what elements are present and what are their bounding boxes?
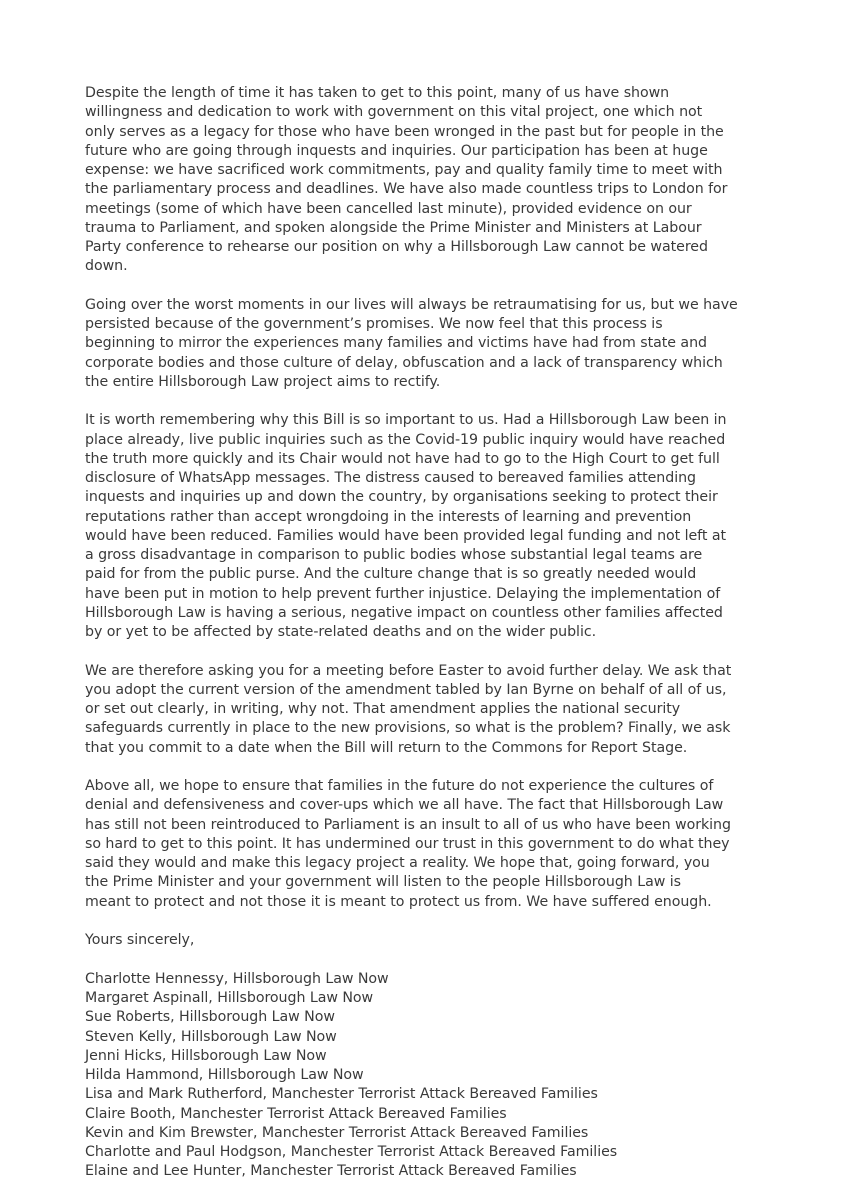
signatory: Elaine and Lee Hunter, Manchester Terrorist Attack Bereaved Families bbox=[85, 1163, 577, 1180]
text-line: Going over the worst moments in our lives will always be retraumatising for us, but we have bbox=[85, 296, 738, 313]
text-line: safeguards currently in place to the new provisions, so what is the problem? Finally, we ask bbox=[85, 720, 731, 737]
signatory: Sue Roberts, Hillsborough Law Now bbox=[85, 1009, 335, 1026]
text-line: Party conference to rehearse our position on why a Hillsborough Law cannot be watered bbox=[85, 239, 708, 255]
signatory: Steven Kelly, Hillsborough Law Now bbox=[85, 1028, 337, 1045]
text-line: Above all, we hope to ensure that families in the future do not experience the cultures of bbox=[85, 778, 714, 795]
text-line: It is worth remembering why this Bill is so important to us. Had a Hillsborough Law been in bbox=[85, 412, 727, 429]
text-line: by or yet to be affected by state-related deaths and on the wider public. bbox=[85, 624, 597, 641]
signatory-list bbox=[85, 970, 749, 1182]
paragraph-participation bbox=[85, 84, 749, 277]
text-line: denial and defensiveness and cover-ups which we all have. The fact that Hillsborough Law bbox=[85, 797, 724, 814]
text-line: that you commit to a date when the Bill will return to the Commons for Report Stage. bbox=[85, 739, 688, 756]
text-line: meant to protect and not those it is meant to protect us from. We have suffered enough. bbox=[85, 893, 712, 910]
text-line: so hard to get to this point. It has undermined our trust in this government to do what they bbox=[85, 835, 730, 852]
text-line: a gross disadvantage in comparison to public bodies whose substantial legal teams are bbox=[85, 547, 703, 564]
text-line: Despite the length of time it has taken to get to this point, many of us have shown bbox=[85, 85, 670, 101]
paragraph-retraumatising bbox=[85, 296, 749, 392]
text-line: the Prime Minister and your government will listen to the people Hillsborough Law is bbox=[85, 874, 681, 891]
sign-off bbox=[85, 931, 749, 950]
paragraph-above-all bbox=[85, 777, 749, 912]
text-line: meetings (some of which have been cancelled last minute), provided evidence on our bbox=[85, 200, 692, 217]
text-line: We are therefore asking you for a meeting before Easter to avoid further delay. We ask that bbox=[85, 662, 732, 679]
text-line: future who are going through inquests and inquiries. Our participation has been at huge bbox=[85, 142, 708, 159]
text-line: has still not been reintroduced to Parliament is an insult to all of us who have been working bbox=[85, 816, 731, 833]
text-line: the truth more quickly and its Chair would not have had to go to the High Court to get full bbox=[85, 450, 720, 467]
text-line: willingness and dedication to work with government on this vital project, one which not bbox=[85, 104, 703, 121]
text-line: the parliamentary process and deadlines. We have also made countless trips to London for bbox=[85, 181, 728, 198]
signatory: Claire Booth, Manchester Terrorist Attack Bereaved Families bbox=[85, 1105, 507, 1122]
signatory: Hilda Hammond, Hillsborough Law Now bbox=[85, 1067, 364, 1084]
text-line: reputations rather than accept wrongdoing in the interests of learning and prevention bbox=[85, 508, 692, 525]
text-line: disclosure of WhatsApp messages. The distress caused to bereaved families attending bbox=[85, 470, 696, 487]
text-line: said they would and make this legacy project a reality. We hope that, going forward, you bbox=[85, 855, 710, 872]
signatory: Charlotte Hennessy, Hillsborough Law Now bbox=[85, 970, 389, 987]
text-line: or set out clearly, in writing, why not. That amendment applies the national security bbox=[85, 701, 681, 718]
signatory: Jenni Hicks, Hillsborough Law Now bbox=[85, 1047, 327, 1064]
signatory: Kevin and Kim Brewster, Manchester Terrorist Attack Bereaved Families bbox=[85, 1124, 589, 1141]
text-line: inquests and inquiries up and down the country, by organisations seeking to protect their bbox=[85, 489, 718, 506]
paragraph-importance bbox=[85, 411, 749, 642]
text-line: beginning to mirror the experiences many families and victims have had from state and bbox=[85, 335, 707, 352]
signatory: Charlotte and Paul Hodgson, Manchester Terrorist Attack Bereaved Families bbox=[85, 1144, 618, 1161]
text-line: you adopt the current version of the amendment tabled by Ian Byrne on behalf of all of us, bbox=[85, 681, 727, 698]
paragraph-request bbox=[85, 662, 749, 758]
closing-salutation: Yours sincerely, bbox=[85, 932, 195, 949]
signatory: Margaret Aspinall, Hillsborough Law Now bbox=[85, 990, 374, 1007]
text-line: persisted because of the government’s promises. We now feel that this process is bbox=[85, 316, 663, 333]
text-line: would have been reduced. Families would have been provided legal funding and not left at bbox=[85, 527, 727, 544]
text-line: expense: we have sacrificed work commitments, pay and quality family time to meet with bbox=[85, 162, 723, 178]
text-line: Hillsborough Law is having a serious, negative impact on countless other families affected bbox=[85, 604, 723, 621]
text-line: down. bbox=[85, 258, 128, 275]
text-line: paid for from the public purse. And the culture change that is so greatly needed would bbox=[85, 566, 697, 583]
text-line: corporate bodies and those culture of delay, obfuscation and a lack of transparency which bbox=[85, 354, 723, 371]
text-line: trauma to Parliament, and spoken alongside the Prime Minister and Ministers at Labour bbox=[85, 219, 702, 236]
text-line: have been put in motion to help prevent further injustice. Delaying the implementation of bbox=[85, 585, 721, 602]
text-line: the entire Hillsborough Law project aims to rectify. bbox=[85, 373, 441, 390]
text-line: place already, live public inquiries such as the Covid-19 public inquiry would have reached bbox=[85, 431, 726, 448]
text-line: only serves as a legacy for those who have been wronged in the past but for people in the bbox=[85, 123, 724, 140]
signatory: Lisa and Mark Rutherford, Manchester Terrorist Attack Bereaved Families bbox=[85, 1086, 598, 1103]
